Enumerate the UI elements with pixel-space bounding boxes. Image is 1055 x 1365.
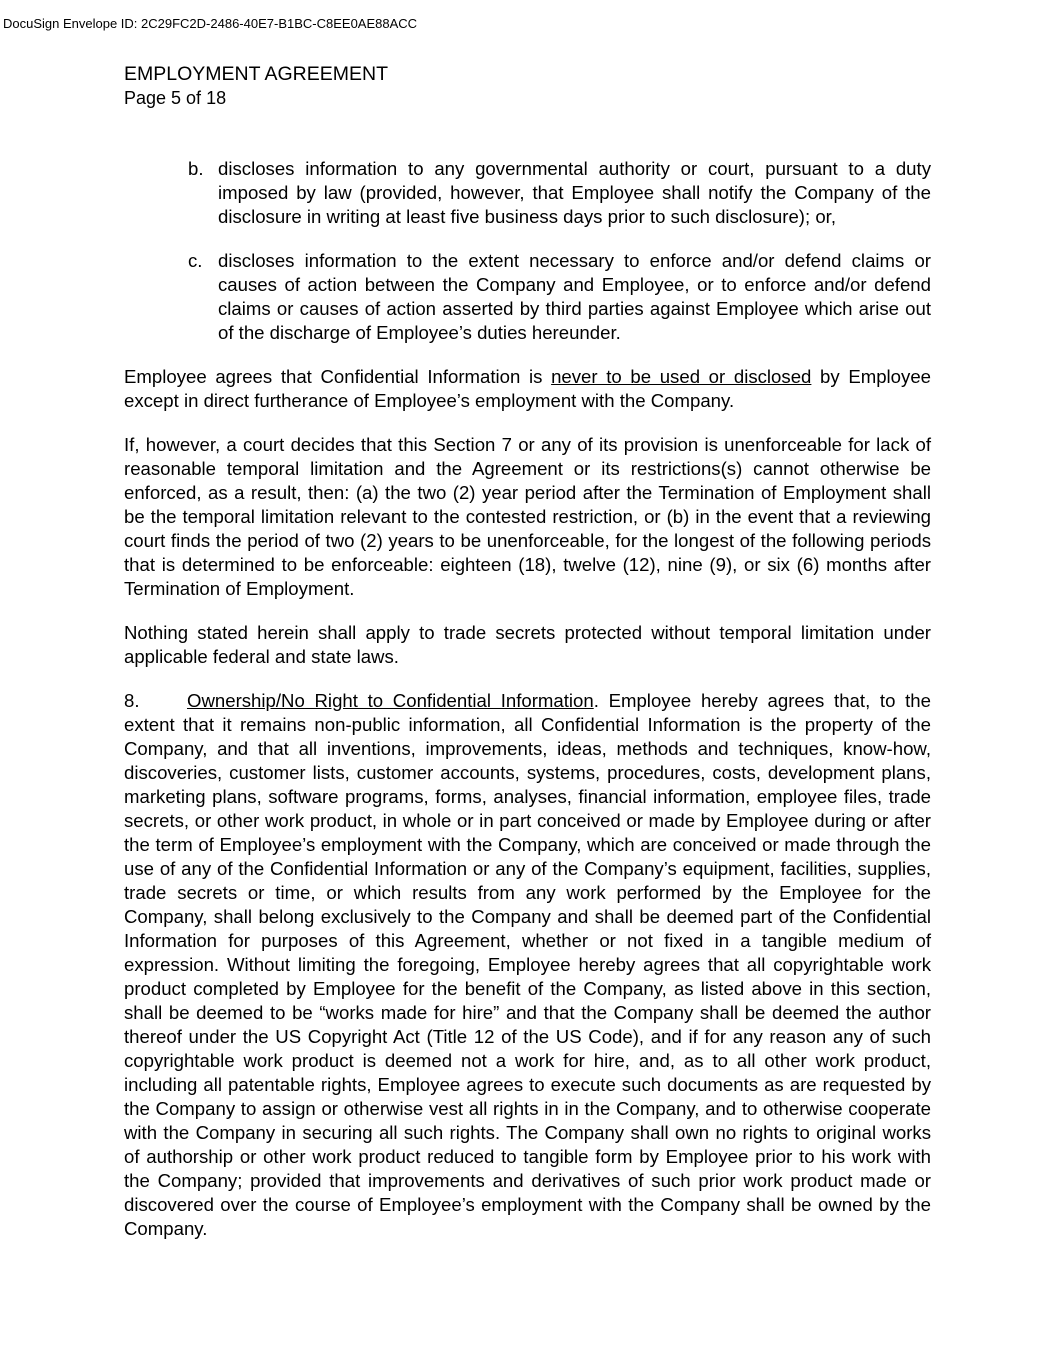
paragraph-text: by Employee except in direct furtherance of Employee’s employment with the Company. bbox=[124, 366, 932, 411]
section-number: 8. bbox=[124, 690, 140, 711]
page-number: Page 5 of 18 bbox=[124, 88, 227, 108]
list-marker: b. bbox=[188, 158, 204, 179]
paragraph-confidential-use bbox=[124, 365, 931, 413]
list-item-c bbox=[188, 249, 931, 345]
paragraph-court-limitation: If, however, a court decides that this Section 7 or any of its provision is unenforceable for lack of reasonable temporal limitation and the Agreement or its restrictions(s) cannot otherwise be enforced, as a result, then: (a) the two (2) year period after the Termination of Employment shall be the temporal limitation relevant to the contested restriction, or (b) in the event that a reviewing court finds the period of two (2) years to be unenforceable, for the longest of the following periods that is determined to be enforceable: eighteen (18), twelve (12), nine (9), or six (6) months after Termination of Employment. bbox=[124, 434, 931, 599]
document-title: EMPLOYMENT AGREEMENT bbox=[124, 63, 389, 85]
list-marker: c. bbox=[188, 250, 203, 271]
paragraph-text: Employee agrees that Confidential Information is bbox=[124, 366, 552, 387]
list-item-text: discloses information to the extent necessary to enforce and/or defend claims or causes of action between the Company and Employee, or to enforce and/or defend claims or causes of action asserted by third parties against Employee which arise out of the discharge of Employee’s duties hereunder. bbox=[218, 250, 931, 343]
underlined-phrase: never to be used or disclosed bbox=[551, 366, 812, 387]
section-8 bbox=[124, 689, 931, 1241]
document-body bbox=[124, 157, 931, 1241]
paragraph-trade-secrets: Nothing stated herein shall apply to trade secrets protected without temporal limitation under applicable federal and state laws. bbox=[124, 622, 931, 667]
section-heading: Ownership/No Right to Confidential Information bbox=[187, 690, 594, 711]
list-item-text: discloses information to any governmental authority or court, pursuant to a duty imposed by law (provided, however, that Employee shall notify the Company of the disclosure in writing at least five business days prior to such disclosure); or, bbox=[218, 158, 931, 227]
list-item-b bbox=[188, 157, 931, 229]
section-body: . Employee hereby agrees that, to the extent that it remains non-public information, all Confidential Information is the property of the Company, and that all inventions, improvements, ideas, methods and techniques, know-how, discoveries, customer lists, customer accounts, systems, procedures, costs, development plans, marketing plans, software programs, forms, analyses, financial information, employee files, trade secrets, or other work product, in whole or in part conceived or made by Employee during or after the term of Employee’s employment with the Company, which are conceived or made through the use of any of the Confidential Information or any of the Company’s equipment, facilities, supplies, trade secrets or time, or which results from any work performed by the Employee for the Company, shall belong exclusively to the Company and shall be deemed part of the Confidential Information for purposes of this Agreement, whether or not fixed in a tangible medium of expression. Without limiting the foregoing, Employee hereby agrees that all copyrightable work product completed by Employee for the benefit of the Company, as listed above in this section, shall be deemed to be “works made for hire” and that the Company shall be deemed the author thereof under the US Copyright Act (Title 12 of the US Code), and if for any reason any of such copyrightable work product is deemed not a work for hire, and, as to all other work product, including all patentable rights, Employee agrees to execute such documents as are requested by the Company to assign or otherwise vest all rights in in the Company, and to otherwise cooperate with the Company in securing all such rights. The Company shall own no rights to original works of authorship or other work product reduced to tangible form by Employee prior to his work with the Company; provided that improvements and derivatives of such prior work product made or discovered over the course of Employee’s employment with the Company shall be owned by the Company. bbox=[124, 690, 931, 1239]
docusign-envelope-id: DocuSign Envelope ID: 2C29FC2D-2486-40E7-B1BC-C8EE0AE88ACC bbox=[3, 16, 418, 31]
